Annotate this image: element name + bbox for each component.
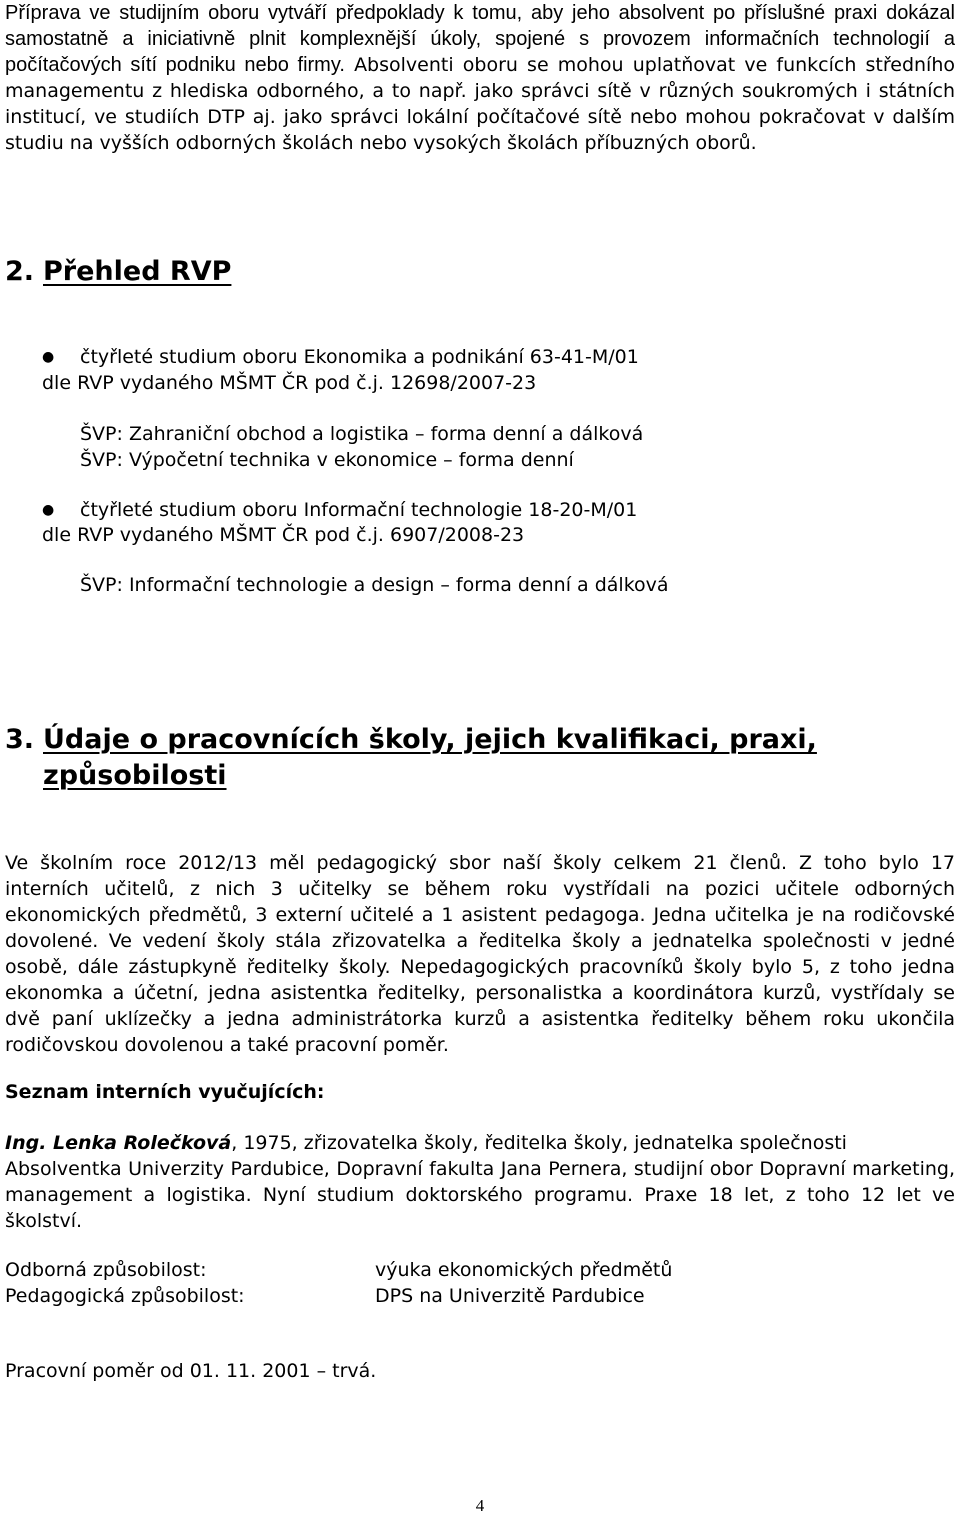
section-3-heading xyxy=(5,722,817,758)
teacher-entry-header xyxy=(5,1130,847,1156)
bullet-icon: ● xyxy=(42,349,55,365)
intro-paragraph xyxy=(5,0,955,156)
section-3-title-line-1: Údaje o pracovnících školy, jejich kvalifikaci, praxi, xyxy=(43,724,817,755)
section-3-number: 3. xyxy=(5,724,35,755)
program-1-line-1: čtyřleté studium oboru Ekonomika a podnikání 63-41-M/01 xyxy=(80,346,639,368)
page-number: 4 xyxy=(475,1496,485,1515)
program-2-line-2: dle RVP vydaného MŠMT ČR pod č.j. 6907/2008-23 xyxy=(42,524,525,546)
intro-sentence-1: Příprava ve studijním oboru vytváří předpoklady k tomu, aby jeho absolvent po příslušné praxi dokázal samostatně a iniciativně plnit komplexnější úkoly, spojené s provozem informačních technologií a počítačových sítí podniku nebo firmy. xyxy=(5,2,955,76)
program-1-svp-1: ŠVP: Zahraniční obchod a logistika – forma denní a dálková xyxy=(80,423,644,445)
program-1-svp-2: ŠVP: Výpočetní technika v ekonomice – forma denní xyxy=(80,449,574,471)
bullet-icon: ● xyxy=(42,502,55,518)
teacher-list-heading: Seznam interních vyučujících: xyxy=(5,1081,325,1103)
program-2-line-1: čtyřleté studium oboru Informační technologie 18-20-M/01 xyxy=(80,499,638,521)
program-2-svp-1: ŠVP: Informační technologie a design – forma denní a dálková xyxy=(80,574,669,596)
section-3-heading-cont xyxy=(43,758,227,794)
intro-sentence-2: Absolventi oboru se mohou uplatňovat ve funkcích středního managementu z hlediska odborného, a to např. jako správci sítě v různých soukromých i státních institucí, ve studiích DTP aj. jako správci lokální počítačové sítě nebo mohou pokračovat v dalším studiu na vyšších odborných školách nebo vysokých školách příbuzných oborů. xyxy=(5,54,955,154)
section-2-heading xyxy=(5,254,231,290)
teacher-details: , 1975, zřizovatelka školy, ředitelka školy, jednatelka společnosti xyxy=(231,1132,847,1154)
professional-qualification-label: Odborná způsobilost: xyxy=(5,1259,207,1281)
staff-paragraph: Ve školním roce 2012/13 měl pedagogický sbor naší školy celkem 21 členů. Z toho bylo 17 interních učitelů, z nich 3 učitelky se během roku vystřídali na pozici učitele odborných ekonomických předmětů, 3 externí učitelé a 1 asistent pedagoga. Jedna učitelka je na rodičovské dovolené. Ve vedení školy stála zřizovatelka a ředitelka školy a jednatelka společnosti v jedné osobě, dále zástupkyně ředitelky školy. Nepedagogických pracovníků školy bylo 5, z toho jedna ekonomka a účetní, jedna asistentka ředitelky, personalistka a koordinátora kurzů, vystřídaly se dvě paní uklízečky a jedna administrátorka kurzů a asistentka ředitelky během roku ukončila rodičovskou dovolenou a také pracovní poměr. xyxy=(5,852,955,1056)
professional-qualification-value: výuka ekonomických předmětů xyxy=(375,1259,673,1281)
section-2-number: 2. xyxy=(5,256,35,287)
pedagogical-qualification-value: DPS na Univerzitě Pardubice xyxy=(375,1285,645,1307)
employment-line: Pracovní poměr od 01. 11. 2001 – trvá. xyxy=(5,1360,377,1382)
program-1-line-2: dle RVP vydaného MŠMT ČR pod č.j. 12698/2007-23 xyxy=(42,372,537,394)
section-2-title: Přehled RVP xyxy=(43,256,232,287)
teacher-bio: Absolventka Univerzity Pardubice, Dopravní fakulta Jana Pernera, studijní obor Dopravní marketing, management a logistika. Nyní studium doktorského programu. Praxe 18 let, z toho 12 let ve školství. xyxy=(5,1158,955,1232)
pedagogical-qualification-label: Pedagogická způsobilost: xyxy=(5,1285,245,1307)
section-3-title-line-2: způsobilosti xyxy=(43,760,227,791)
teacher-name: Ing. Lenka Rolečková xyxy=(5,1132,232,1154)
